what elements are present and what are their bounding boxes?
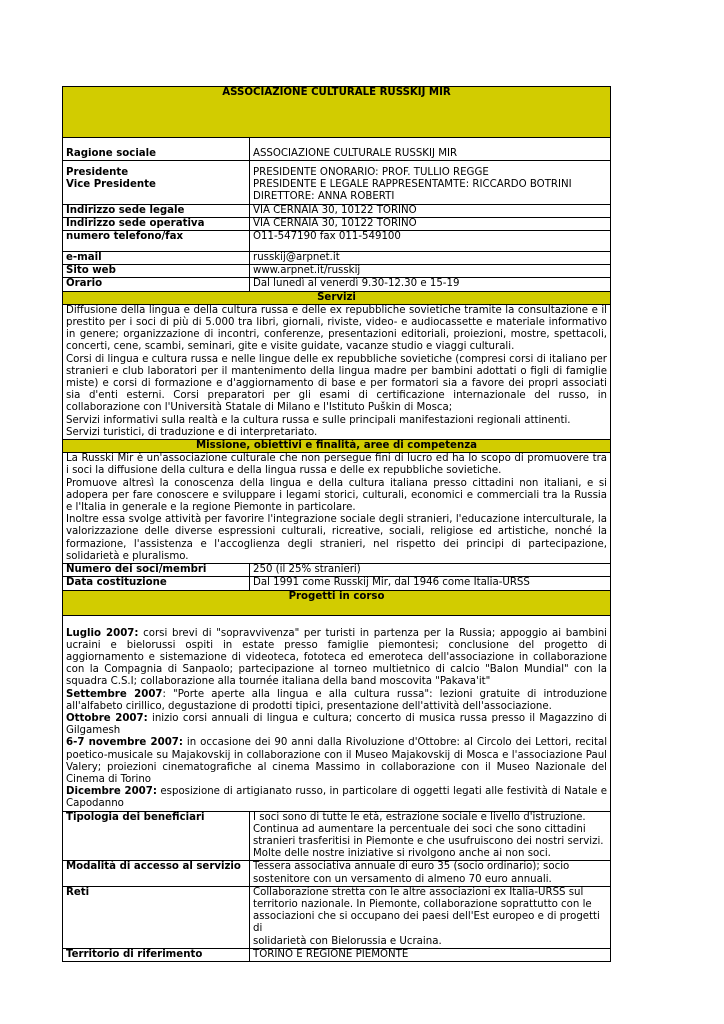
accesso-line: sostenitore con un versamento di almeno 70 euro annuali. [253, 873, 552, 885]
sede-operativa-row [63, 217, 611, 230]
missione-paragraph: La Russki Mir è un'associazione culturale che non persegue fini di lucro ed ha lo scopo di promuovere tra i soci la diffusione della cultura e della lingua russa e delle ex repubbliche sovietiche. [66, 453, 608, 477]
progetti-heading-row [63, 590, 611, 615]
sito-row [63, 265, 611, 278]
servizi-row [63, 304, 611, 439]
soci-row [63, 564, 611, 577]
progetto-item [66, 786, 607, 810]
orario-value: Dal lunedì al venerdì 9.30-12.30 e 15-19 [250, 278, 611, 291]
progetti-text [63, 615, 611, 811]
ragione-sociale-value: ASSOCIAZIONE CULTURALE RUSSKIJ MIR [250, 138, 611, 161]
telefono-row [63, 231, 611, 252]
ragione-sociale-row [63, 138, 611, 161]
missione-paragraph: Promuove altresì la conoscenza della lingua e della cultura italiana presso cittadini non italiani, e si adopera per fare conoscere e sviluppare i legami storici, culturali, economici e commerciali tra la Russia e l'Italia in generale e la regione Piemonte in particolare. [66, 477, 608, 514]
progetto-date: 6-7 novembre 2007: [66, 737, 183, 749]
document-title: ASSOCIAZIONE CULTURALE RUSSKIJ MIR [63, 87, 611, 138]
progetto-item [66, 737, 607, 786]
progetto-date: Luglio 2007: [66, 627, 139, 639]
beneficiari-label: Tipologia dei beneficiari [63, 811, 250, 861]
missione-row [63, 453, 611, 564]
soci-value: 250 (il 25% stranieri) [250, 564, 611, 577]
association-info-table [62, 86, 611, 962]
email-value: russkij@arpnet.it [250, 252, 611, 265]
progetto-desc: in occasione dei 90 anni dalla Rivoluzione d'Ottobre: al Circolo dei Lettori, recital poetico-musicale su Majakovskij in collaborazione con il Museo Majakovskij di Mosca e l'associazione Paul Valery; proiezioni cinematografiche al cinema Massimo in collaborazione con il Museo Nazionale del Cinema di Torino [66, 737, 608, 785]
progetti-row [63, 615, 611, 811]
sito-label: Sito web [63, 265, 250, 278]
email-label: e-mail [63, 252, 250, 265]
servizi-paragraph: Corsi di lingua e cultura russa e nelle lingue delle ex repubbliche sovietiche (compresi corsi di italiano per stranieri e club laboratori per il mantenimento della lingua madre per bambini adottati o figli di famiglie miste) e corsi di formazione e d'aggiornamento di base e per formatori sia a favore dei propri associati sia d'enti esterni. Corsi preparatori per gli esami di certificazione internazionale del russo, in collaborazione con l'Università Statale di Milano e l'Istituto Puškin di Mosca; [66, 353, 608, 414]
costituzione-row [63, 577, 611, 590]
missione-text [63, 453, 611, 564]
servizi-heading: Servizi [63, 291, 611, 304]
territorio-label: Territorio di riferimento [63, 948, 250, 961]
servizi-paragraph: Diffusione della lingua e della cultura russa e delle ex repubbliche sovietiche tramite la consultazione e il prestito per i soci di più di 5.000 tra libri, giornali, riviste, video- e audiocassette e materiale informativo in genere; organizzazione di incontri, conferenze, presentazioni editoriali, proiezioni, mostre, spettacoli, concerti, cene, scambi, seminari, gite e visite guidate, vacanze studio e viaggi culturali. [66, 304, 608, 353]
servizi-heading-row [63, 291, 611, 304]
costituzione-value: Dal 1991 come Russkij Mir, dal 1946 come Italia-URSS [250, 577, 611, 590]
reti-line: associazioni che si occupano dei paesi dell'Est europeo e di progetti di [253, 911, 600, 935]
progetto-desc: inizio corsi annuali di lingua e cultura; concerto di musica russa presso il Magazzino di Gilgamesh [66, 712, 607, 737]
telefono-label: numero telefono/fax [63, 231, 250, 252]
sede-operativa-value: VIA CERNAIA 30, 10122 TORINO [250, 217, 611, 230]
progetto-item [66, 628, 607, 689]
missione-paragraph: Inoltre essa svolge attività per favorire l'integrazione sociale degli stranieri, l'educazione interculturale, la valorizzazione delle diverse espressioni culturali, ricreative, sociali, religiose ed artistiche, nonché la formazione, l'assistenza e l'accoglienza degli stranieri, nel rispetto dei principi di partecipazione, solidarietà e pluralismo. [66, 514, 608, 562]
beneficiari-line: Continua ad aumentare la percentuale dei soci che sono cittadini [253, 823, 586, 835]
beneficiari-row [63, 811, 611, 861]
presidente-onorario: PRESIDENTE ONORARIO: PROF. TULLIO REGGE [253, 167, 489, 178]
vice-presidente-label: Vice Presidente [66, 179, 156, 191]
beneficiari-line: Molte delle nostre iniziative si rivolgono anche ai non soci. [253, 848, 551, 860]
presidente-legale: PRESIDENTE E LEGALE RAPPRESENTAMTE: RICCARDO BOTRINI [253, 179, 572, 191]
soci-label: Numero dei soci/membri [63, 564, 250, 577]
servizi-text [63, 304, 611, 439]
missione-heading: Missione, obiettivi e finalità, aree di competenza [63, 440, 611, 453]
ragione-sociale-label: Ragione sociale [63, 138, 250, 161]
accesso-line: Tessera associativa annuale di euro 35 (socio ordinario); socio [253, 861, 570, 873]
reti-value [250, 886, 611, 948]
telefono-value: O11-547190 fax 011-549100 [250, 231, 611, 252]
sede-legale-value: VIA CERNAIA 30, 10122 TORINO [250, 204, 611, 217]
progetto-date: Settembre 2007 [66, 688, 163, 700]
progetto-item [66, 713, 607, 737]
orario-label: Orario [63, 278, 250, 291]
progetto-date: Ottobre 2007: [66, 712, 148, 724]
territorio-value: TORINO E REGIONE PIEMONTE [250, 948, 611, 961]
direttore: DIRETTORE: ANNA ROBERTI [253, 191, 395, 203]
sede-legale-row [63, 204, 611, 217]
progetti-heading: Progetti in corso [63, 590, 611, 615]
sede-operativa-label: Indirizzo sede operativa [63, 217, 250, 230]
servizi-paragraph: Servizi informativi sulla realtà e la cultura russa e sulle principali manifestazioni regionali attinenti. [66, 414, 571, 426]
beneficiari-line: stranieri trasferitisi in Piemonte e che usufruiscono dei nostri servizi. [253, 835, 604, 847]
reti-line: Collaborazione stretta con le altre associazioni ex Italia-URSS sul [253, 886, 584, 898]
beneficiari-value [250, 811, 611, 861]
sede-legale-label: Indirizzo sede legale [63, 204, 250, 217]
progetto-desc: corsi brevi di "sopravvivenza" per turisti in partenza per la Russia; appoggio ai bambini ucraini e bielorussi ospiti in estate presso famiglie piemontesi; conclusione del progetto di aggiornamento e sistemazione di videoteca, fototeca ed emeroteca dell'associazione in collaborazione con la Compagnia di Sanpaolo; partecipazione al torneo multietnico di calcio "Balon Mundial" con la squadra C.S.I; collaborazione alla tournée italiana della band moscovita "Pakava'it" [66, 627, 608, 688]
email-row [63, 252, 611, 265]
progetto-desc: esposizione di artigianato russo, in particolare di oggetti legati alle festività di Natale e Capodanno [66, 786, 608, 810]
orario-row [63, 278, 611, 291]
costituzione-label: Data costituzione [63, 577, 250, 590]
missione-heading-row [63, 440, 611, 453]
presidente-label: Presidente [66, 167, 129, 178]
territorio-row [63, 948, 611, 961]
presidenza-row [63, 161, 611, 205]
reti-row [63, 886, 611, 948]
progetto-item [66, 689, 607, 713]
accesso-row [63, 861, 611, 886]
beneficiari-line: I soci sono di tutte le età, estrazione sociale e livello d'istruzione. [253, 811, 586, 823]
progetto-desc: : "Porte aperte alla lingua e alla cultura russa": lezioni gratuite di introduzione all'alfabeto cirillico, degustazione di prodotti tipici, presentazione dell'attività dell'associazione. [66, 688, 608, 712]
sito-value: www.arpnet.it/russkij [250, 265, 611, 278]
title-row [63, 87, 611, 138]
presidenza-values [250, 161, 611, 205]
progetto-date: Dicembre 2007: [66, 786, 157, 798]
presidenza-labels [63, 161, 250, 205]
reti-label: Reti [63, 886, 250, 948]
servizi-paragraph: Servizi turistici, di traduzione e di interpretariato. [66, 426, 318, 438]
reti-line: territorio nazionale. In Piemonte, collaborazione soprattutto con le [253, 898, 592, 910]
accesso-label: Modalità di accesso al servizio [63, 861, 250, 886]
accesso-value [250, 861, 611, 886]
reti-line: solidarietà con Bielorussia e Ucraina. [253, 935, 442, 947]
